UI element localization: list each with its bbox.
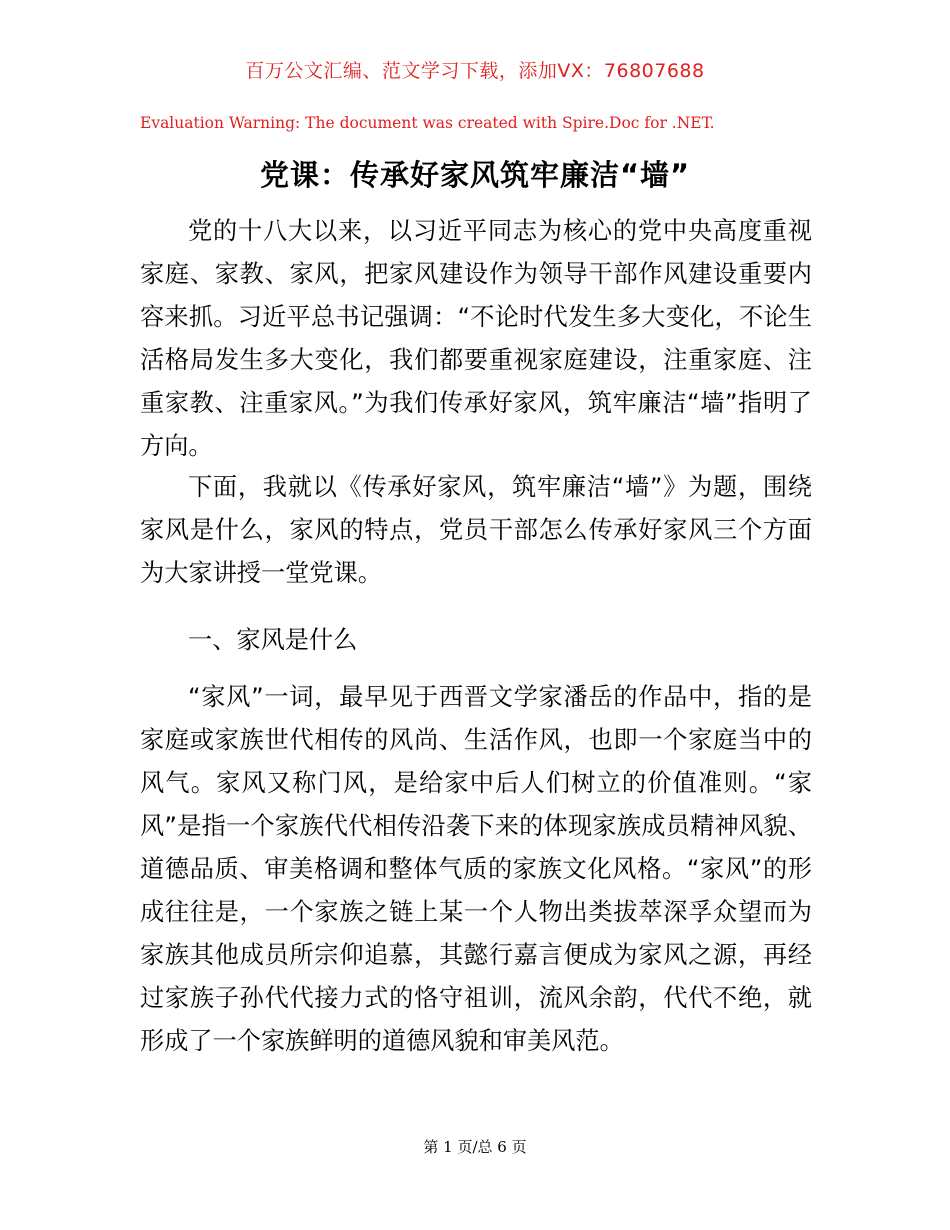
paragraph-intro: 党的十八大以来，以习近平同志为核心的党中央高度重视家庭、家教、家风，把家风建设作为领导干部作风建设重要内容来抓。习近平总书记强调：“不论时代发生多大变化，不论生活格局发生多大变化，我们都要重视家庭建设，注重家庭、注重家教、注重家风。”为我们传承好家风，筑牢廉洁“墙”指明了方向。 xyxy=(140,217,812,460)
paragraph-overview: 下面，我就以《传承好家风，筑牢廉洁“墙”》为题，围绕家风是什么，家风的特点，党员干部怎么传承好家风三个方面为大家讲授一堂党课。 xyxy=(140,473,812,587)
header-banner: 百万公文汇编、范文学习下载，添加VX：76807688 xyxy=(245,60,705,82)
section-heading: 一、家风是什么 xyxy=(188,626,358,654)
paragraph-definition: “家风”一词，最早见于西晋文学家潘岳的作品中，指的是家庭或家族世代相传的风尚、生活作风，也即一个家庭当中的风气。家风又称门风，是给家中后人们树立的价值准则。“家风”是指一个家族代代相传沿袭下来的体现家族成员精神风貌、道德品质、审美格调和整体气质的家族文化风格。“家风”的形成往往是，一个家族之链上某一个人物出类拔萃深孚众望而为家族其他成员所宗仰追慕，其懿行嘉言便成为家风之源，再经过家族子孙代代接力式的恪守祖训，流风余韵，代代不绝，就形成了一个家族鲜明的道德风貌和审美风范。 xyxy=(140,683,812,1055)
evaluation-warning: Evaluation Warning: The document was created with Spire.Doc for .NET. xyxy=(140,114,715,132)
document-title: 党课：传承好家风筑牢廉洁“墙” xyxy=(259,158,691,192)
page-indicator: 第 1 页/总 6 页 xyxy=(423,1138,527,1156)
